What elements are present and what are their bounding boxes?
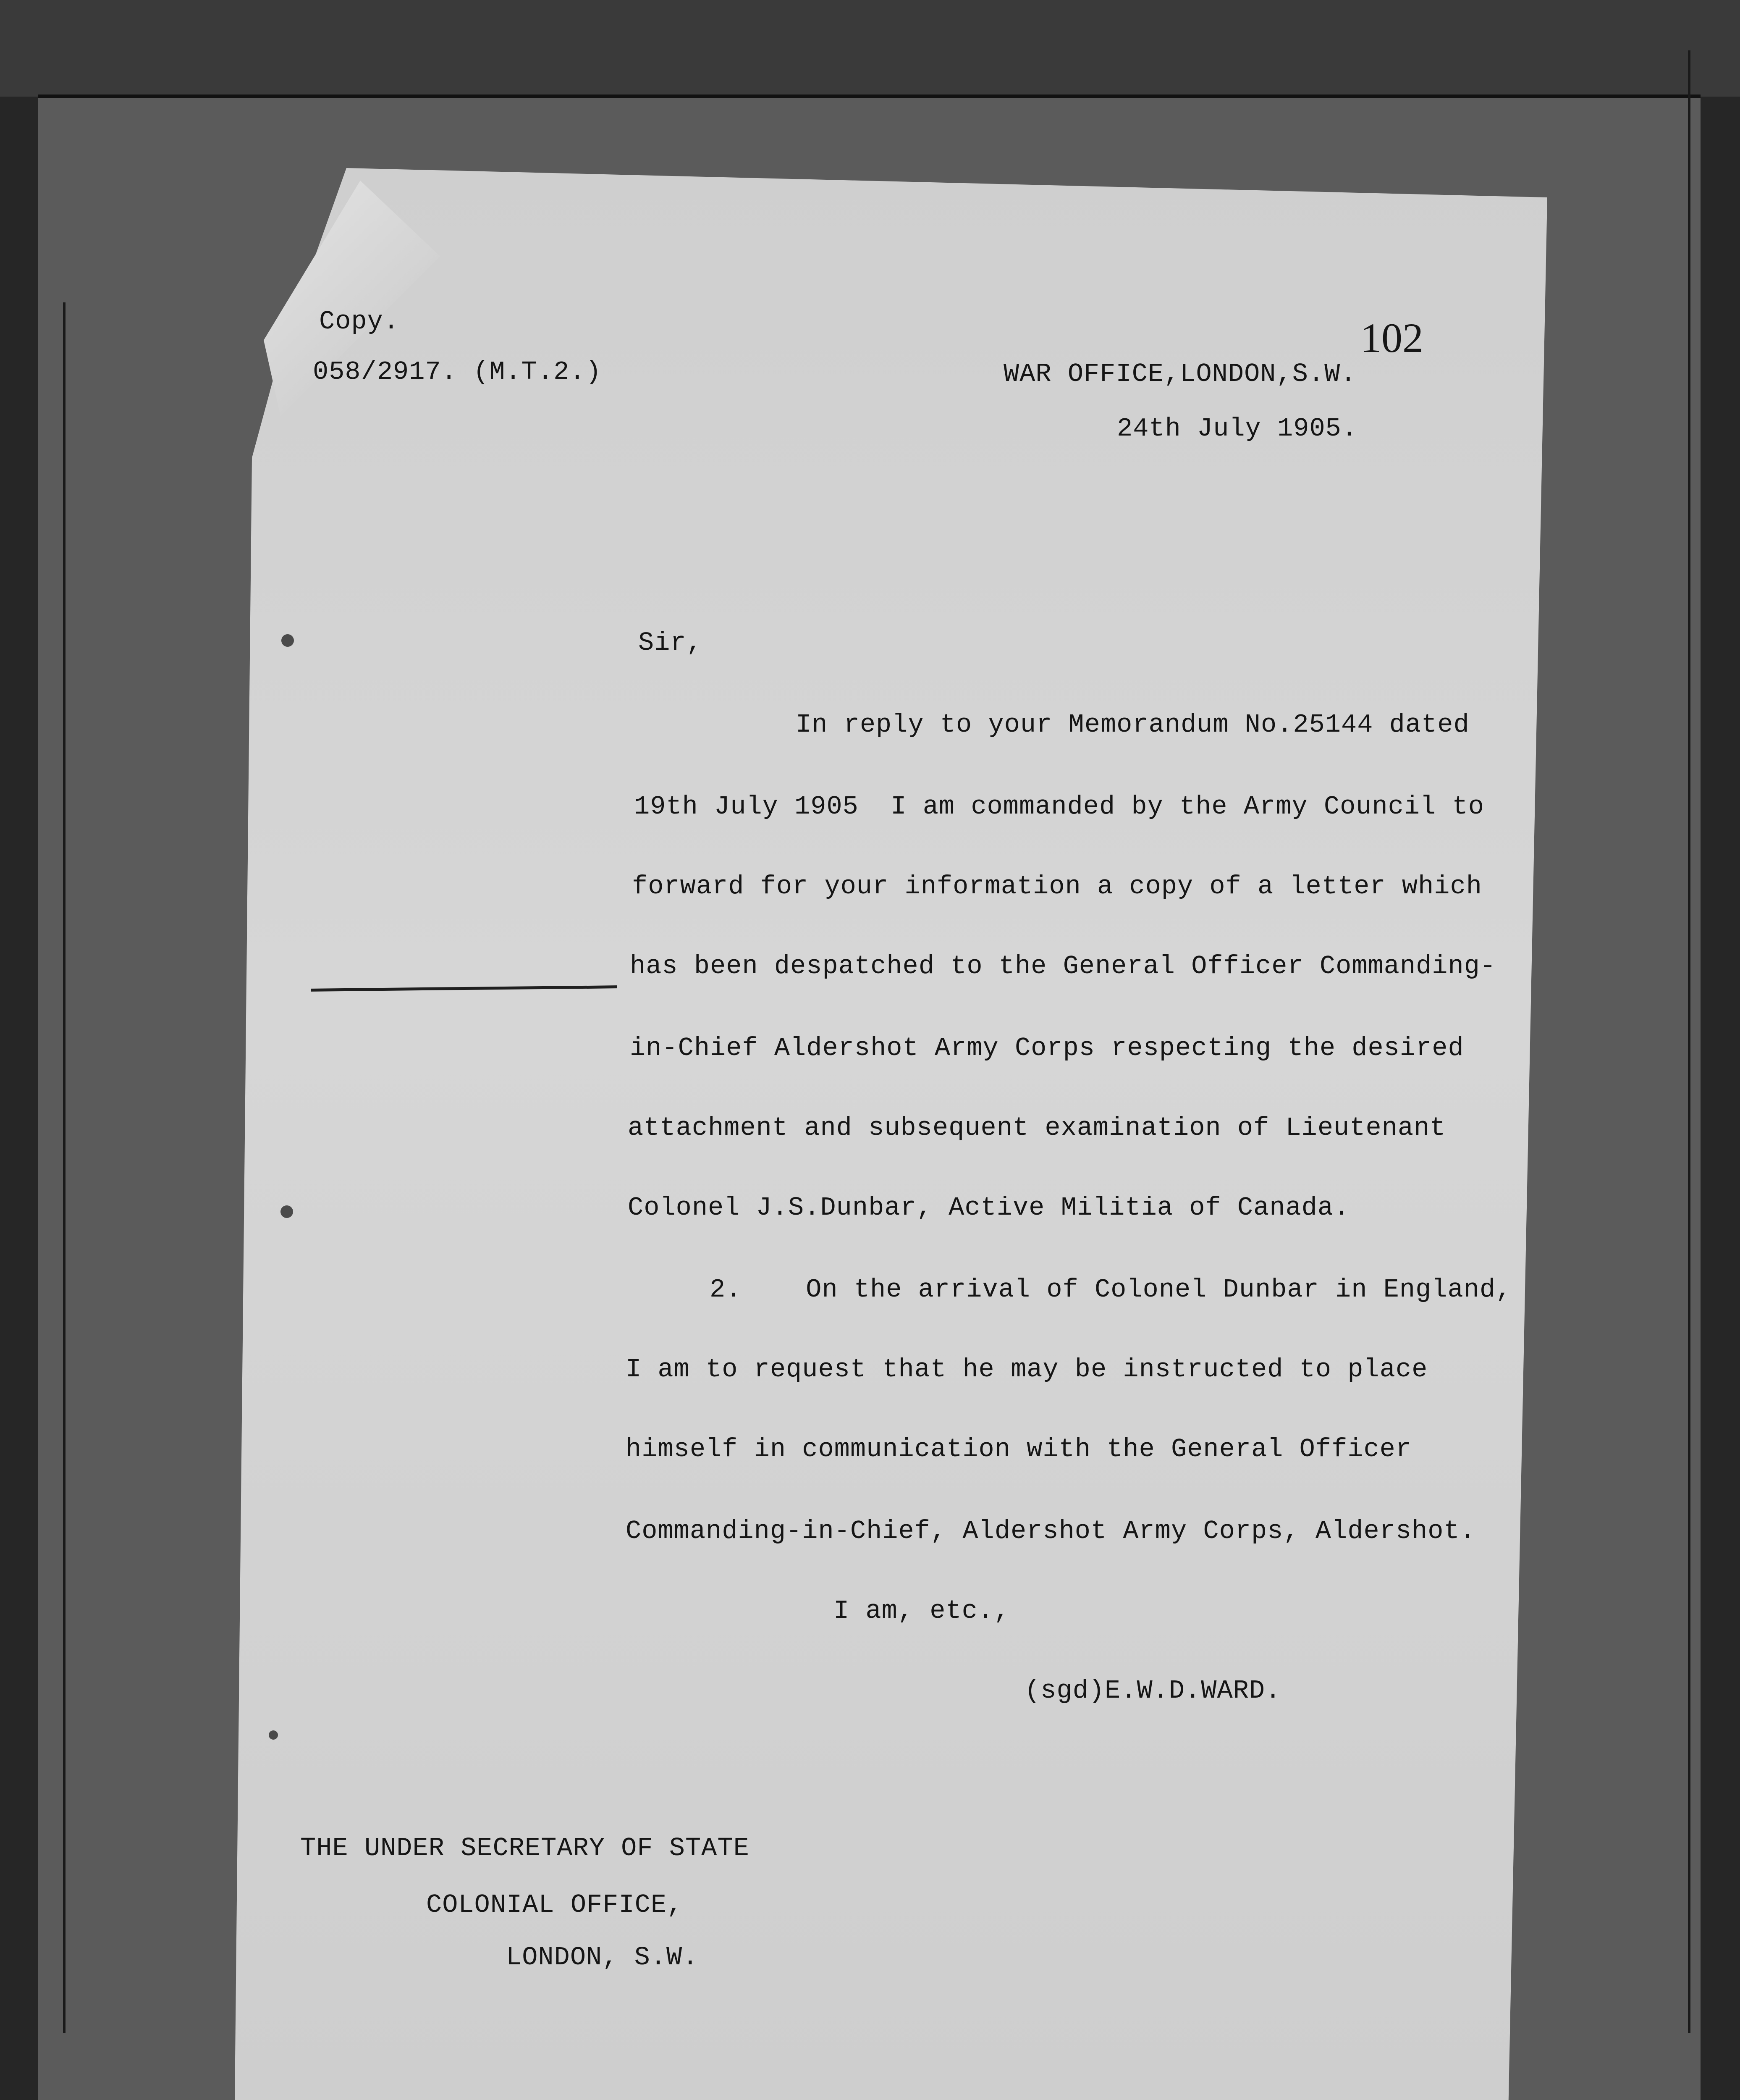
body-line: 19th July 1905 I am commanded by the Army Council to	[634, 792, 1484, 822]
body-line: Commanding-in-Chief, Aldershot Army Corps, Aldershot.	[626, 1516, 1476, 1546]
sender-address: WAR OFFICE,LONDON,S.W.	[1004, 359, 1357, 389]
body-line: has been despatched to the General Officer Commanding-	[630, 951, 1496, 981]
letter-date: 24th July 1905.	[1117, 414, 1358, 444]
copy-mark: Copy.	[319, 307, 400, 336]
frame-edge-line	[63, 302, 66, 2033]
body-line: himself in communication with the General Officer	[626, 1434, 1412, 1464]
frame-edge-line	[1688, 50, 1690, 2033]
salutation: Sir,	[638, 628, 702, 658]
page-number: 102	[1360, 315, 1423, 361]
body-line: 2. On the arrival of Colonel Dunbar in England,	[710, 1275, 1512, 1305]
addressee-line: LONDON, S.W.	[506, 1942, 699, 1972]
punch-hole	[280, 1205, 293, 1218]
frame-edge-line	[38, 94, 1701, 98]
addressee-line: COLONIAL OFFICE,	[426, 1890, 683, 1920]
film-frame-top	[0, 0, 1740, 97]
punch-hole	[281, 634, 294, 647]
signature: (sgd)E.W.D.WARD.	[1025, 1676, 1281, 1706]
body-line: I am to request that he may be instructed to place	[626, 1354, 1428, 1384]
body-line: in-Chief Aldershot Army Corps respecting the desired	[630, 1033, 1464, 1063]
body-line: forward for your information a copy of a letter which	[632, 872, 1482, 901]
addressee-line: THE UNDER SECRETARY OF STATE	[300, 1833, 749, 1863]
punch-hole	[269, 1730, 278, 1740]
closing: I am, etc.,	[833, 1596, 1010, 1626]
file-reference: 058/2917. (M.T.2.)	[313, 357, 602, 387]
body-line: attachment and subsequent examination of Lieutenant	[628, 1113, 1446, 1143]
body-line: In reply to your Memorandum No.25144 dated	[796, 710, 1470, 740]
body-line: Colonel J.S.Dunbar, Active Militia of Canada.	[628, 1193, 1350, 1223]
